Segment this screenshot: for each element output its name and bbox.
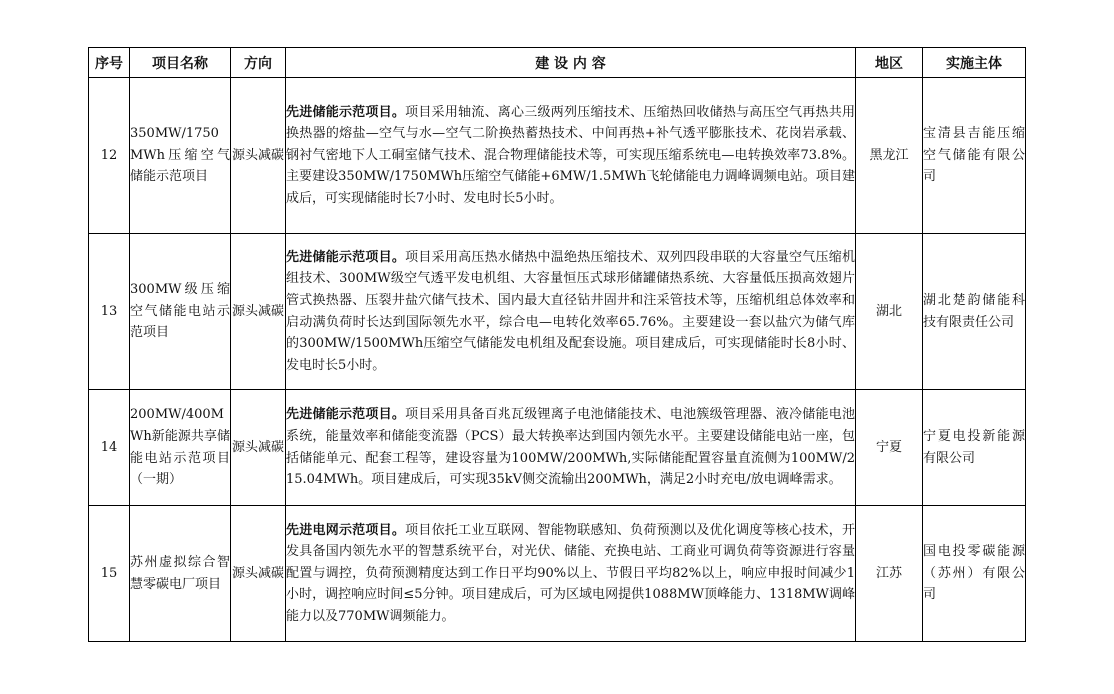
project-direction: 源头减碳	[231, 390, 286, 506]
content-body: 项目采用轴流、离心三级两列压缩技术、压缩热回收储热与高压空气再热共用换热器的熔盐—空气与水—空气二阶换热蓄热技术、中间再热+补气透平膨胀技术、花岗岩承载、钢衬气密地下人工硐室储气技术、混合物理储能技术等，可实现压缩系统电—电转换效率73.8%。主要建设350MW/1750MWh压缩空气储能+6MW/1.5MWh飞轮储能电力调峰调频电站。项目建成后，可实现储能时长7小时、发电时长5小时。	[286, 104, 855, 206]
project-direction: 源头减碳	[231, 506, 286, 642]
header-name: 项目名称	[130, 48, 231, 78]
project-name: 350MW/1750MWh压缩空气储能示范项目	[130, 78, 231, 234]
project-name: 300MW级压缩空气储能电站示范项目	[130, 234, 231, 390]
projects-table	[88, 47, 1026, 642]
content-lead: 先进储能示范项目。	[286, 407, 406, 423]
project-org: 宁夏电投新能源有限公司	[923, 390, 1026, 506]
project-region: 宁夏	[856, 390, 923, 506]
header-direction: 方向	[231, 48, 286, 78]
row-number: 15	[89, 506, 130, 642]
project-content	[286, 390, 856, 506]
table-row	[89, 234, 1026, 390]
project-region: 江苏	[856, 506, 923, 642]
content-body: 项目采用高压热水储热中温绝热压缩技术、双列四段串联的大容量空气压缩机组技术、300MW级空气透平发电机组、大容量恒压式球形储罐储热系统、大容量低压损高效翅片管式换热器、压裂井盐穴储气技术、国内最大直径钻井固井和注采管技术等，压缩机组总体效率和启动满负荷时长达到国际领先水平，综合电—电转化效率65.76%。主要建设一套以盐穴为储气库的300MW/1500MWh压缩空气储能发电机组及配套设施。项目建成后，可实现储能时长8小时、发电时长5小时。	[286, 249, 855, 373]
project-direction: 源头减碳	[231, 234, 286, 390]
project-content	[286, 78, 856, 234]
table-row	[89, 78, 1026, 234]
content-body: 项目采用具备百兆瓦级锂离子电池储能技术、电池簇级管理器、液冷储能电池系统，能量效率和储能变流器（PCS）最大转换率达到国内领先水平。主要建设储能电站一座，包括储能单元、配套工程等，建设容量为100MW/200MWh,实际储能配置容量直流侧为100MW/215.04MWh。项目建成后，可实现35kV侧交流输出200MWh，满足2小时充电/放电调峰需求。	[286, 407, 855, 488]
content-body: 项目依托工业互联网、智能物联感知、负荷预测以及优化调度等核心技术，开发具备国内领先水平的智慧系统平台，对光伏、储能、充换电站、工商业可调负荷等资源进行容量配置与调控，负荷预测精度达到工作日平均90%以上、节假日平均82%以上，响应申报时间减少1小时，调控响应时间≤5分钟。项目建成后，可为区域电网提供1088MW顶峰能力、1318MW调峰能力以及770MW调频能力。	[286, 522, 855, 624]
project-region: 黑龙江	[856, 78, 923, 234]
content-lead: 先进储能示范项目。	[286, 104, 406, 120]
header-region: 地区	[856, 48, 923, 78]
row-number: 13	[89, 234, 130, 390]
row-number: 14	[89, 390, 130, 506]
project-name: 200MW/400MWh新能源共享储能电站示范项目（一期）	[130, 390, 231, 506]
content-lead: 先进电网示范项目。	[286, 522, 406, 538]
content-lead: 先进储能示范项目。	[286, 249, 406, 265]
project-region: 湖北	[856, 234, 923, 390]
header-content: 建 设 内 容	[286, 48, 856, 78]
project-content	[286, 234, 856, 390]
project-org: 湖北楚韵储能科技有限责任公司	[923, 234, 1026, 390]
table-row	[89, 506, 1026, 642]
project-name: 苏州虚拟综合智慧零碳电厂项目	[130, 506, 231, 642]
table-header-row	[89, 48, 1026, 78]
project-org: 宝清县吉能压缩空气储能有限公司	[923, 78, 1026, 234]
header-no: 序号	[89, 48, 130, 78]
project-direction: 源头减碳	[231, 78, 286, 234]
table-row	[89, 390, 1026, 506]
project-org: 国电投零碳能源（苏州）有限公司	[923, 506, 1026, 642]
row-number: 12	[89, 78, 130, 234]
project-content	[286, 506, 856, 642]
header-org: 实施主体	[923, 48, 1026, 78]
